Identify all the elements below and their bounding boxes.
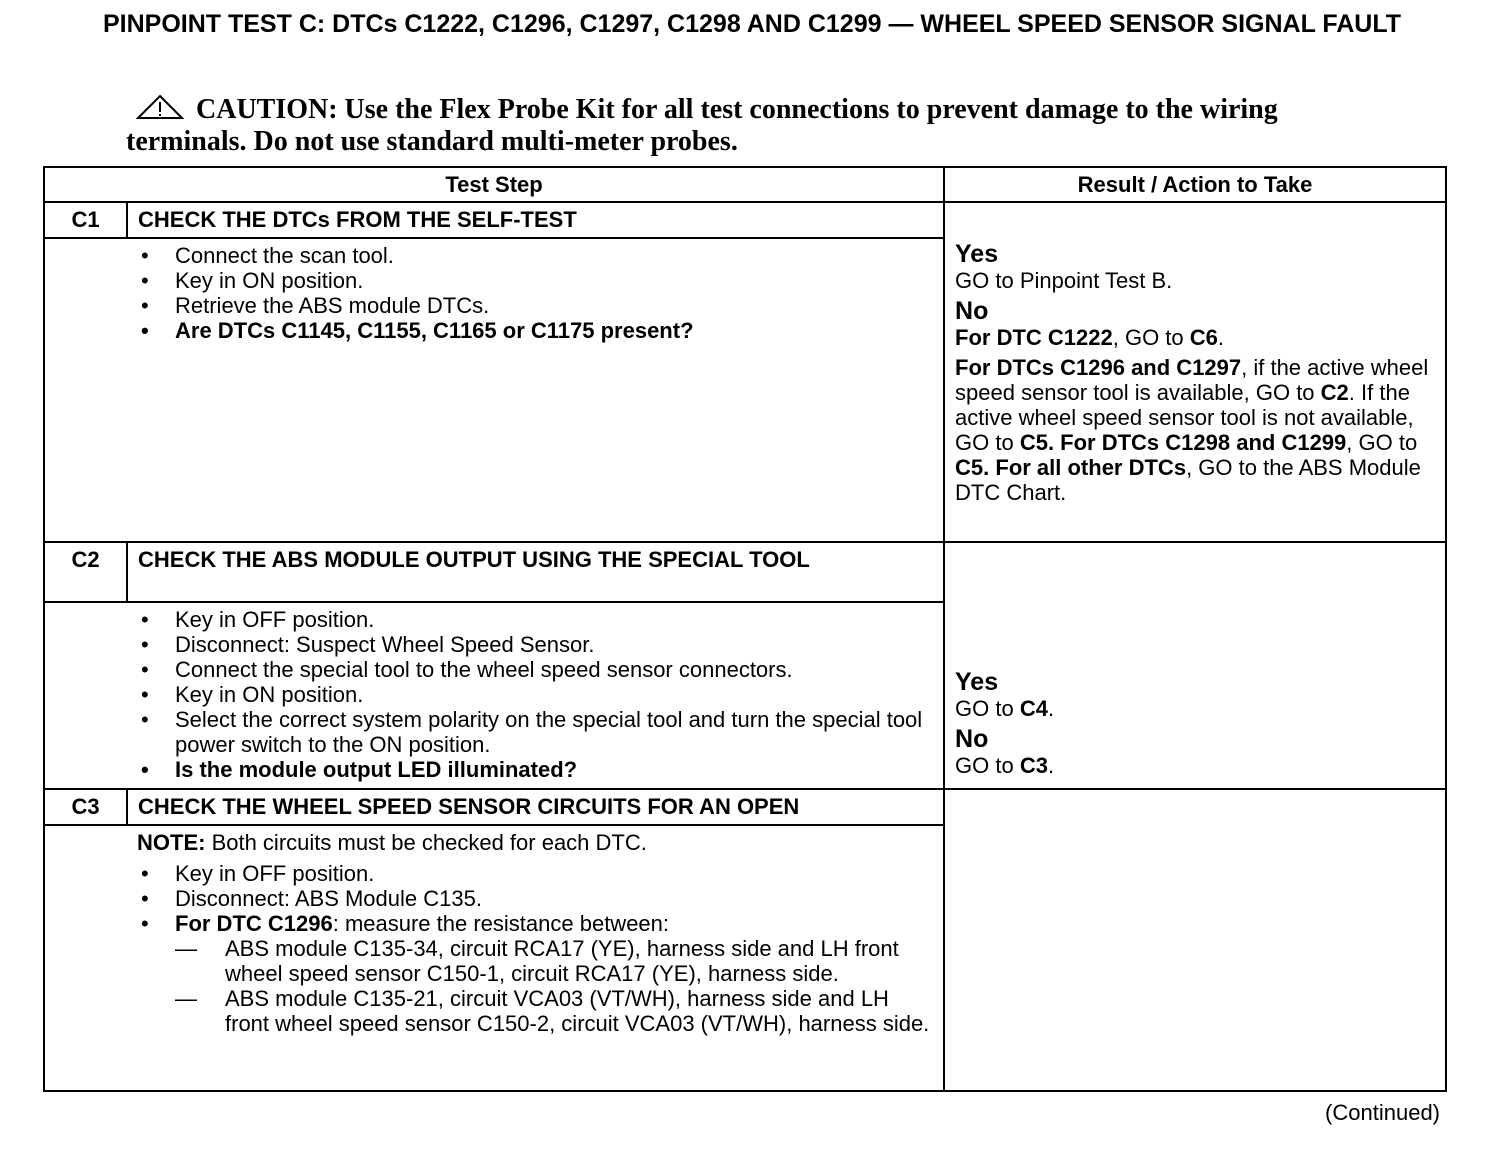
step-heading-c2: CHECK THE ABS MODULE OUTPUT USING THE SPECIAL TOOL [127, 542, 944, 602]
c2-yes-action: GO to C4. [955, 696, 1055, 721]
list-item: • Connect the special tool to the wheel speed sensor connectors. [175, 657, 933, 682]
continued-label: (Continued) [1325, 1100, 1440, 1125]
step-result-c2 [944, 542, 1446, 789]
step-number-c1: C1 [44, 202, 127, 238]
list-item: • For DTC C1296: measure the resistance between: — ABS module C135-34, circuit RCA17 (YE), harness side and LH front wheel speed sensor C150-1, circuit RCA17 (YE), harness side. — ABS module C135-21, circuit VCA03 (VT/WH), harness side and LH front wheel speed sensor C150-2, circuit VCA03 (VT/WH), harness side. [175, 911, 933, 1036]
step-result-c3 [944, 789, 1446, 1091]
c1-no-action-1: For DTC C1222, GO to C6. [955, 325, 1225, 350]
step-c1-heading-row [44, 202, 1446, 238]
c2-no-label: No [955, 725, 989, 753]
step-result-c1 [944, 202, 1446, 542]
pinpoint-test-table [43, 166, 1447, 1092]
step-heading-c1: CHECK THE DTCs FROM THE SELF-TEST [127, 202, 944, 238]
step-c2-heading-row [44, 542, 1446, 602]
c1-no-label: No [955, 297, 989, 325]
page-title: PINPOINT TEST C: DTCs C1222, C1296, C1297, C1298 AND C1299 — WHEEL SPEED SENSOR SIGNAL FAULT [102, 10, 1402, 38]
step-heading-c3: CHECK THE WHEEL SPEED SENSOR CIRCUITS FOR AN OPEN [127, 789, 944, 825]
step-c3-heading-row [44, 789, 1446, 825]
list-item: • Key in ON position. [175, 682, 933, 707]
list-item: • Are DTCs C1145, C1155, C1165 or C1175 present? [175, 318, 933, 343]
list-item: — ABS module C135-34, circuit RCA17 (YE), harness side and LH front wheel speed sensor C150-1, circuit RCA17 (YE), harness side. [225, 936, 933, 986]
c3-dash-list [175, 936, 933, 1036]
step-number-c3: C3 [44, 789, 127, 825]
caution-text: CAUTION: Use the Flex Probe Kit for all test connections to prevent damage to the wiring terminals. Do not use standard multi-meter probes. [126, 94, 1278, 157]
table-header-row [44, 167, 1446, 202]
c1-bullet-list [137, 243, 933, 343]
step-body-c2 [127, 602, 944, 789]
list-item: • Key in OFF position. [175, 607, 933, 632]
list-item: • Key in ON position. [175, 268, 933, 293]
c3-bullet-list [137, 861, 933, 1036]
list-item: • Connect the scan tool. [175, 243, 933, 268]
step-number-c2: C2 [44, 542, 127, 602]
list-item: • Select the correct system polarity on the special tool and turn the special tool power switch to the ON position. [175, 707, 933, 757]
step-body-c1 [127, 238, 944, 542]
list-item: — ABS module C135-21, circuit VCA03 (VT/WH), harness side and LH front wheel speed sensor C150-2, circuit VCA03 (VT/WH), harness side. [225, 986, 933, 1036]
c2-no-action: GO to C3. [955, 753, 1055, 778]
c1-no-action-2: For DTCs C1296 and C1297, if the active wheel speed sensor tool is available, GO to C2. If the active wheel speed sensor tool is not available, GO to C5. For DTCs C1298 and C1299, GO to C5. For all other DTCs, GO to the ABS Module DTC Chart. [955, 355, 1429, 505]
step-body-c3 [127, 825, 944, 1091]
caution-note [126, 94, 1376, 158]
c1-yes-action: GO to Pinpoint Test B. [955, 268, 1173, 293]
list-item: • Disconnect: Suspect Wheel Speed Sensor. [175, 632, 933, 657]
header-test-step: Test Step [44, 167, 944, 202]
c2-bullet-list [137, 607, 933, 782]
list-item: • Key in OFF position. [175, 861, 933, 886]
list-item: • Disconnect: ABS Module C135. [175, 886, 933, 911]
c1-yes-label: Yes [955, 240, 999, 268]
list-item: • Retrieve the ABS module DTCs. [175, 293, 933, 318]
c2-yes-label: Yes [955, 668, 999, 696]
warning-triangle-icon [136, 94, 184, 120]
list-item: • Is the module output LED illuminated? [175, 757, 933, 782]
c3-note: NOTE: Both circuits must be checked for each DTC. [137, 830, 647, 855]
header-result: Result / Action to Take [944, 167, 1446, 202]
